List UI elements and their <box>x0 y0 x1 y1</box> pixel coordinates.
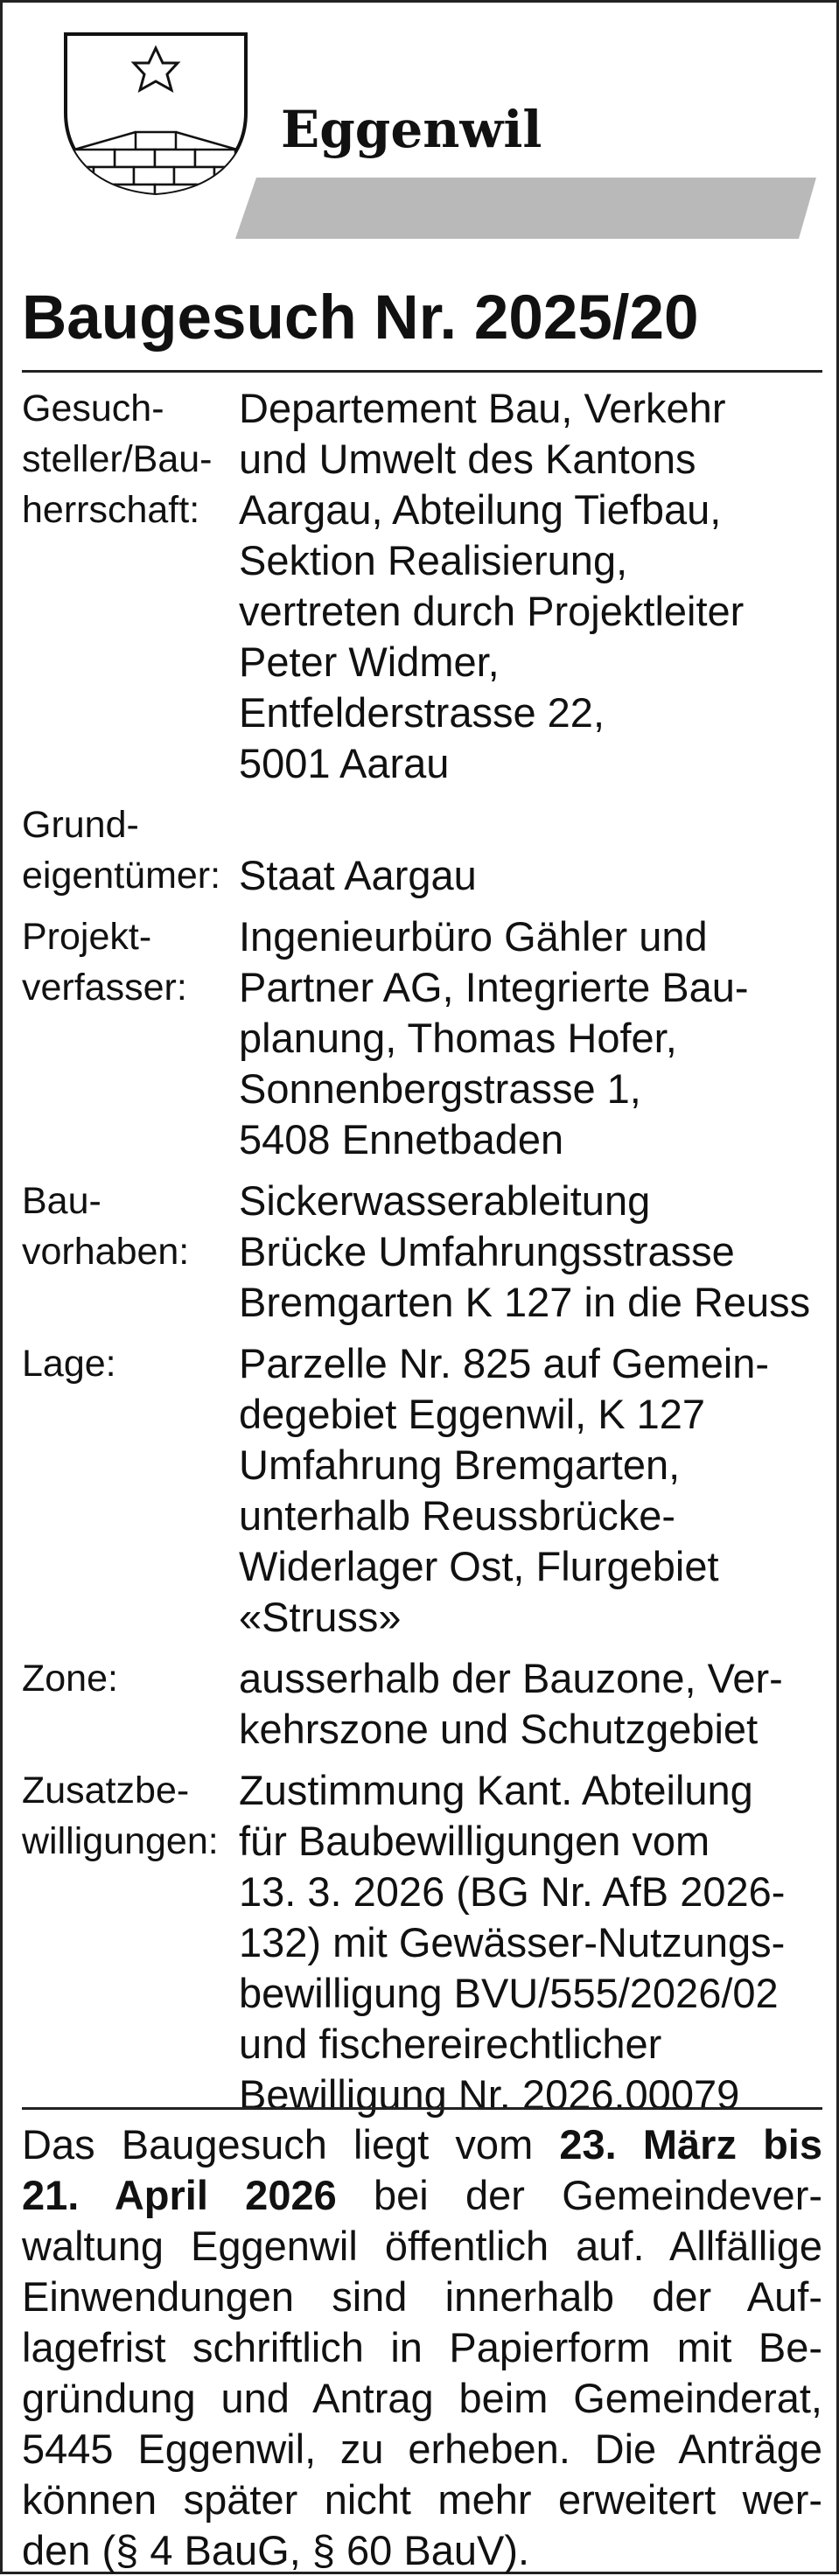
field-label: Gesuch- steller/Bau- herrschaft: <box>22 387 213 531</box>
public-notice-paragraph <box>22 2119 822 2576</box>
notice-line: Einwendungen sind innerhalb der Auf- <box>22 2273 822 2320</box>
field-value: Zustimmung Kant. Abteilung für Baubewilligungen vom 13. 3. 2026 (BG Nr. AfB 2026- 132) mit Gewässer-Nutzungs- bewilligung BVU/555/2026/02 und fischereirechtlicher Bewilligung Nr. 2026.00079 <box>239 1767 786 2118</box>
notice-line: können später nicht mehr erweitert wer- <box>22 2476 822 2523</box>
notice-line: gründung und Antrag beim Gemeinderat, <box>22 2375 822 2421</box>
field-value: Sickerwasserableitung Brücke Umfahrungsstrasse Bremgarten K 127 in die Reuss <box>239 1177 811 1325</box>
field-label: Bau- vorhaben: <box>22 1180 190 1273</box>
municipality-name: Eggenwil <box>281 100 542 159</box>
field-applicant <box>22 383 822 789</box>
field-value: Parzelle Nr. 825 auf Gemein- degebiet Eggenwil, K 127 Umfahrung Bremgarten, unterhalb Reussbrücke- Widerlager Ost, Flurgebiet «Struss» <box>239 1340 770 1640</box>
notice-line: 5445 Eggenwil, zu erheben. Die Anträge <box>22 2426 822 2472</box>
field-project <box>22 1176 822 1328</box>
field-label: Lage: <box>22 1343 116 1385</box>
divider <box>22 370 822 373</box>
application-fields <box>22 383 822 2120</box>
page-title: Baugesuch Nr. 2025/20 <box>22 283 699 353</box>
field-label: Zusatzbe- willigungen: <box>22 1770 219 1862</box>
field-label: Grund- eigentümer: <box>22 804 221 897</box>
field-designer <box>22 911 822 1165</box>
notice-line: Das Baugesuch liegt vom 23. März bis <box>22 2121 822 2168</box>
field-value: Staat Aargau <box>239 852 477 898</box>
field-value: Ingenieurbüro Gähler und Partner AG, Integrierte Bau- planung, Thomas Hofer, Sonnenbergstrasse 1, 5408 Ennetbaden <box>239 913 749 1162</box>
field-zone <box>22 1653 822 1755</box>
field-location <box>22 1338 822 1643</box>
header-band <box>29 178 816 239</box>
field-value: ausserhalb der Bauzone, Ver- kehrszone und Schutzgebiet <box>239 1655 783 1752</box>
field-label: Zone: <box>22 1658 118 1700</box>
notice-line: lagefrist schriftlich in Papierform mit Be- <box>22 2324 822 2370</box>
crest-star-wall-icon <box>59 29 253 195</box>
field-owner <box>22 799 822 901</box>
field-additional-permits <box>22 1765 822 2120</box>
divider <box>22 2107 822 2110</box>
field-value: Departement Bau, Verkehr und Umwelt des Kantons Aargau, Abteilung Tiefbau, Sektion Realisierung, vertreten durch Projektleiter Peter Widmer, Entfelderstrasse 22, 5001 Aarau <box>239 385 745 786</box>
field-label: Projekt- verfasser: <box>22 916 187 1009</box>
notice-line: den (§ 4 BauG, § 60 BauV). <box>22 2527 530 2573</box>
notice-line: 21. April 2026 bei der Gemeindever- <box>22 2172 822 2218</box>
notice-line: waltung Eggenwil öffentlich auf. Allfällige <box>22 2223 822 2269</box>
